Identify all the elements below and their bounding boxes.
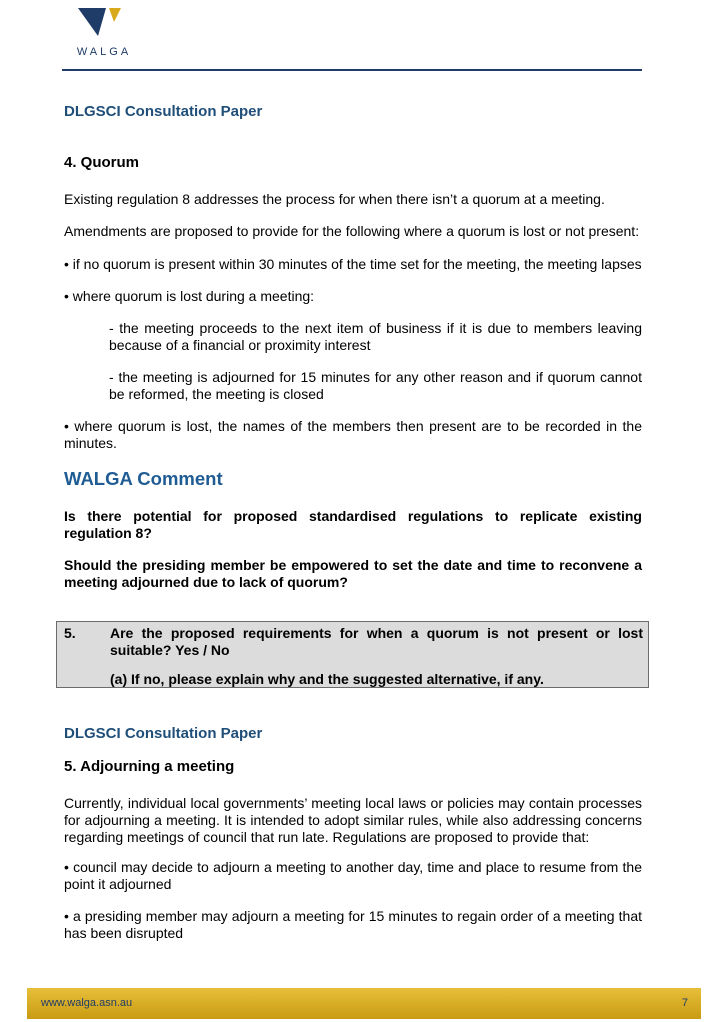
logo-text: WALGA [76, 46, 132, 58]
walga-comment-heading: WALGA Comment [64, 468, 223, 489]
walga-logo [62, 6, 142, 58]
footer-bar [27, 988, 701, 1019]
question-number: 5. [64, 625, 76, 641]
comment-question1: Is there potential for proposed standardised regulations to replicate existing regulation 8? [64, 508, 642, 541]
section1-para1: Existing regulation 8 addresses the process for when there isn’t a quorum at a meeting. [64, 191, 605, 207]
page-number: 7 [681, 997, 688, 1009]
section1-bullet3: • where quorum is lost, the names of the members then present are to be recorded in the minutes. [64, 418, 642, 451]
section2-para1: Currently, individual local governments’ meeting local laws or policies may contain processes for adjourning a meeting. It is intended to adopt similar rules, while also addressing concerns regarding meetings of council that run late. Regulations are proposed to provide that: [64, 795, 642, 845]
section2-title: 5. Adjourning a meeting [64, 758, 235, 775]
section1-title: 4. Quorum [64, 154, 140, 171]
footer-url[interactable]: www.walga.asn.au [41, 997, 133, 1009]
section1-bullet1: • if no quorum is present within 30 minutes of the time set for the meeting, the meeting lapses [64, 256, 642, 272]
question-followup: (a) If no, please explain why and the suggested alternative, if any. [110, 671, 544, 687]
section2-bullet1: • council may decide to adjourn a meeting to another day, time and place to resume from the point it adjourned [64, 859, 642, 892]
section1-sub1: - the meeting proceeds to the next item of business if it is due to members leaving because of a financial or proximity interest [109, 320, 642, 353]
section1-source-heading: DLGSCI Consultation Paper [64, 103, 263, 120]
header-divider [62, 69, 642, 71]
section2-source-heading: DLGSCI Consultation Paper [64, 725, 263, 742]
consultation-question-box [56, 621, 649, 688]
walga-logo-icon [76, 6, 126, 42]
section1-bullet2: • where quorum is lost during a meeting: [64, 288, 315, 304]
question-text: Are the proposed requirements for when a quorum is not present or lost suitable? Yes / No [110, 625, 643, 658]
section1-para2: Amendments are proposed to provide for the following where a quorum is lost or not present: [64, 223, 640, 239]
section2-bullet2: • a presiding member may adjourn a meeting for 15 minutes to regain order of a meeting that has been disrupted [64, 908, 642, 941]
comment-question2: Should the presiding member be empowered to set the date and time to reconvene a meeting adjourned due to lack of quorum? [64, 557, 642, 590]
section1-sub2: - the meeting is adjourned for 15 minutes for any other reason and if quorum cannot be reformed, the meeting is closed [109, 369, 642, 402]
